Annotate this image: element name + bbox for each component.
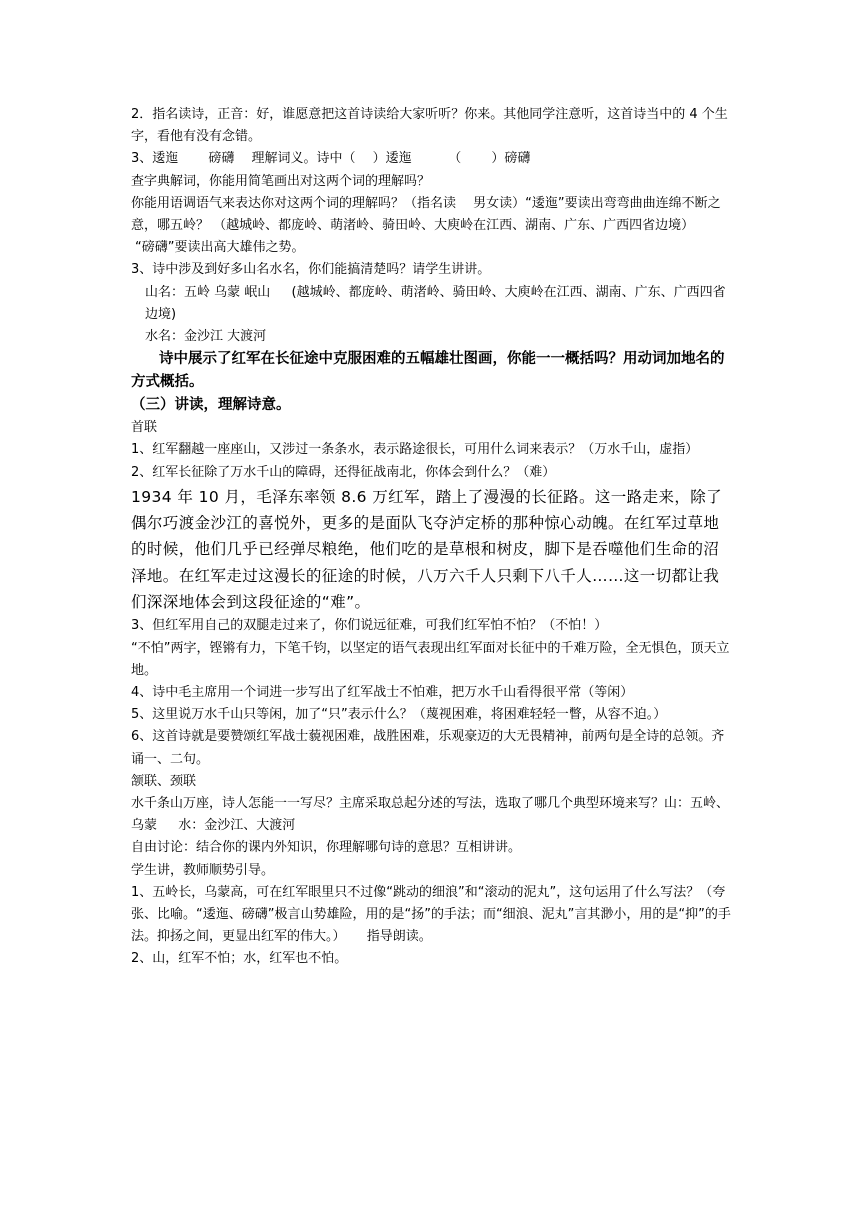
paragraph-mountain-river: 2、山，红军不怕；水，红军也不怕。 (131, 951, 348, 967)
paragraph-bupa: “不怕”两字，铿锵有力，下笔千钧，以坚定的语气表现出红军面对长征中的千难万险，全无惧色，顶天立地。 (131, 640, 730, 678)
document-page (131, 104, 731, 971)
paragraph-history: 1934 年 10 月，毛泽东率领 8.6 万红军，踏上了漫漫的长征路。这一路走来，除了偶尔巧渡金沙江的喜悦外，更多的是面队飞夺泸定桥的那种惊心动魄。在红军过草地的时候，他们几乎已经弹尽粮绝，他们吃的是草根和树皮，脚下是吞噬他们生命的沼泽地。在红军走过这漫长的征途的时候，八万六千人只剩下八千人……这一切都让我们深深地体会到这段征途的“难”。 (131, 487, 723, 612)
subheading-first-couplet: 首联 (131, 420, 158, 436)
paragraph-q4: 4、诗中毛主席用一个词进一步写出了红军战士不怕难，把万水千山看得很平常（等闲） (131, 684, 634, 700)
paragraph-q1: 1、红军翻越一座座山，又涉过一条条水，表示路途很长，可用什么词来表示？（万水千山，虚指） (131, 442, 699, 458)
paragraph-q3: 3、但红军用自己的双腿走过来了，你们说远征难，可我们红军怕不怕？（不怕！） (131, 618, 608, 634)
paragraph-river-names: 水名：金沙江 大渡河 (145, 329, 267, 345)
paragraph-selection: 水千条山万座，诗人怎能一一写尽？主席采取总起分述的写法，选取了哪几个典型环境来写？山：五岭、乌蒙 水：金沙江、大渡河 (131, 795, 730, 834)
paragraph-mountains-rivers: 3、诗中涉及到好多山名水名，你们能搞清楚吗？请学生讲讲。 (131, 262, 491, 278)
paragraph-vocab-words: 3、逶迤 磅礴 理解词义。诗中（ ）逶迤 （ ）磅礴 (131, 151, 531, 167)
paragraph-mountain-names: 山名：五岭 乌蒙 岷山 (越城岭、都庞岭、萌渚岭、骑田岭、大庾岭在江西、湖南、广东、广西四省边境) (145, 284, 726, 322)
paragraph-five-scenes: 诗中展示了红军在长征途中克服困难的五幅雄壮图画，你能一一概括吗？用动词加地名的方式概括。 (131, 351, 725, 391)
paragraph-read-aloud: 2．指名读诗，正音：好，谁愿意把这首诗读给大家听听？你来。其他同学注意听，这首诗当中的 4 个生字，看他有没有念错。 (131, 107, 728, 145)
paragraph-q2: 2、红军长征除了万水千山的障碍，还得征战南北，你体会到什么？（难） (131, 464, 556, 480)
paragraph-dictionary: 查字典解词，你能用简笔画出对这两个词的理解吗？ (131, 173, 431, 189)
subheading-middle-couplets: 颔联、颈联 (131, 773, 197, 789)
paragraph-discussion: 自由讨论：结合你的课内外知识，你理解哪句诗的意思？互相讲讲。 (131, 840, 522, 856)
paragraph-tone: 你能用语调语气来表达你对这两个词的理解吗？（指名读 男女读）“逶迤”要读出弯弯曲曲连绵不断之意，哪五岭？ （越城岭、都庞岭、萌渚岭、骑田岭、大庾岭在江西、湖南、广东、广西四省边境） (131, 195, 721, 234)
paragraph-q6: 6、这首诗就是要赞颂红军战士藐视困难，战胜困难，乐观豪迈的大无畏精神，前两句是全诗的总领。齐诵一、二句。 (131, 729, 725, 767)
paragraph-q5: 5、这里说万水千山只等闲，加了“只”表示什么？（蔑视困难，将困难轻轻一瞥，从容不迫。） (131, 707, 667, 723)
section-heading-explain: （三）讲读，理解诗意。 (131, 397, 291, 414)
paragraph-pangbo: “磅礴”要读出高大雄伟之势。 (135, 240, 305, 256)
paragraph-wuling: 1、五岭长，乌蒙高，可在红军眼里只不过像“跳动的细浪”和“滚动的泥丸”，这句运用了什么写法？（夸张、比喻。“逶迤、磅礴”极言山势雄险，用的是“扬”的手法；而“细浪、泥丸”言其渺小，用的是“抑”的手法。抑扬之间，更显出红军的伟大。） 指导朗读。 (131, 884, 731, 945)
paragraph-student-talk: 学生讲，教师顺势引导。 (131, 862, 275, 878)
